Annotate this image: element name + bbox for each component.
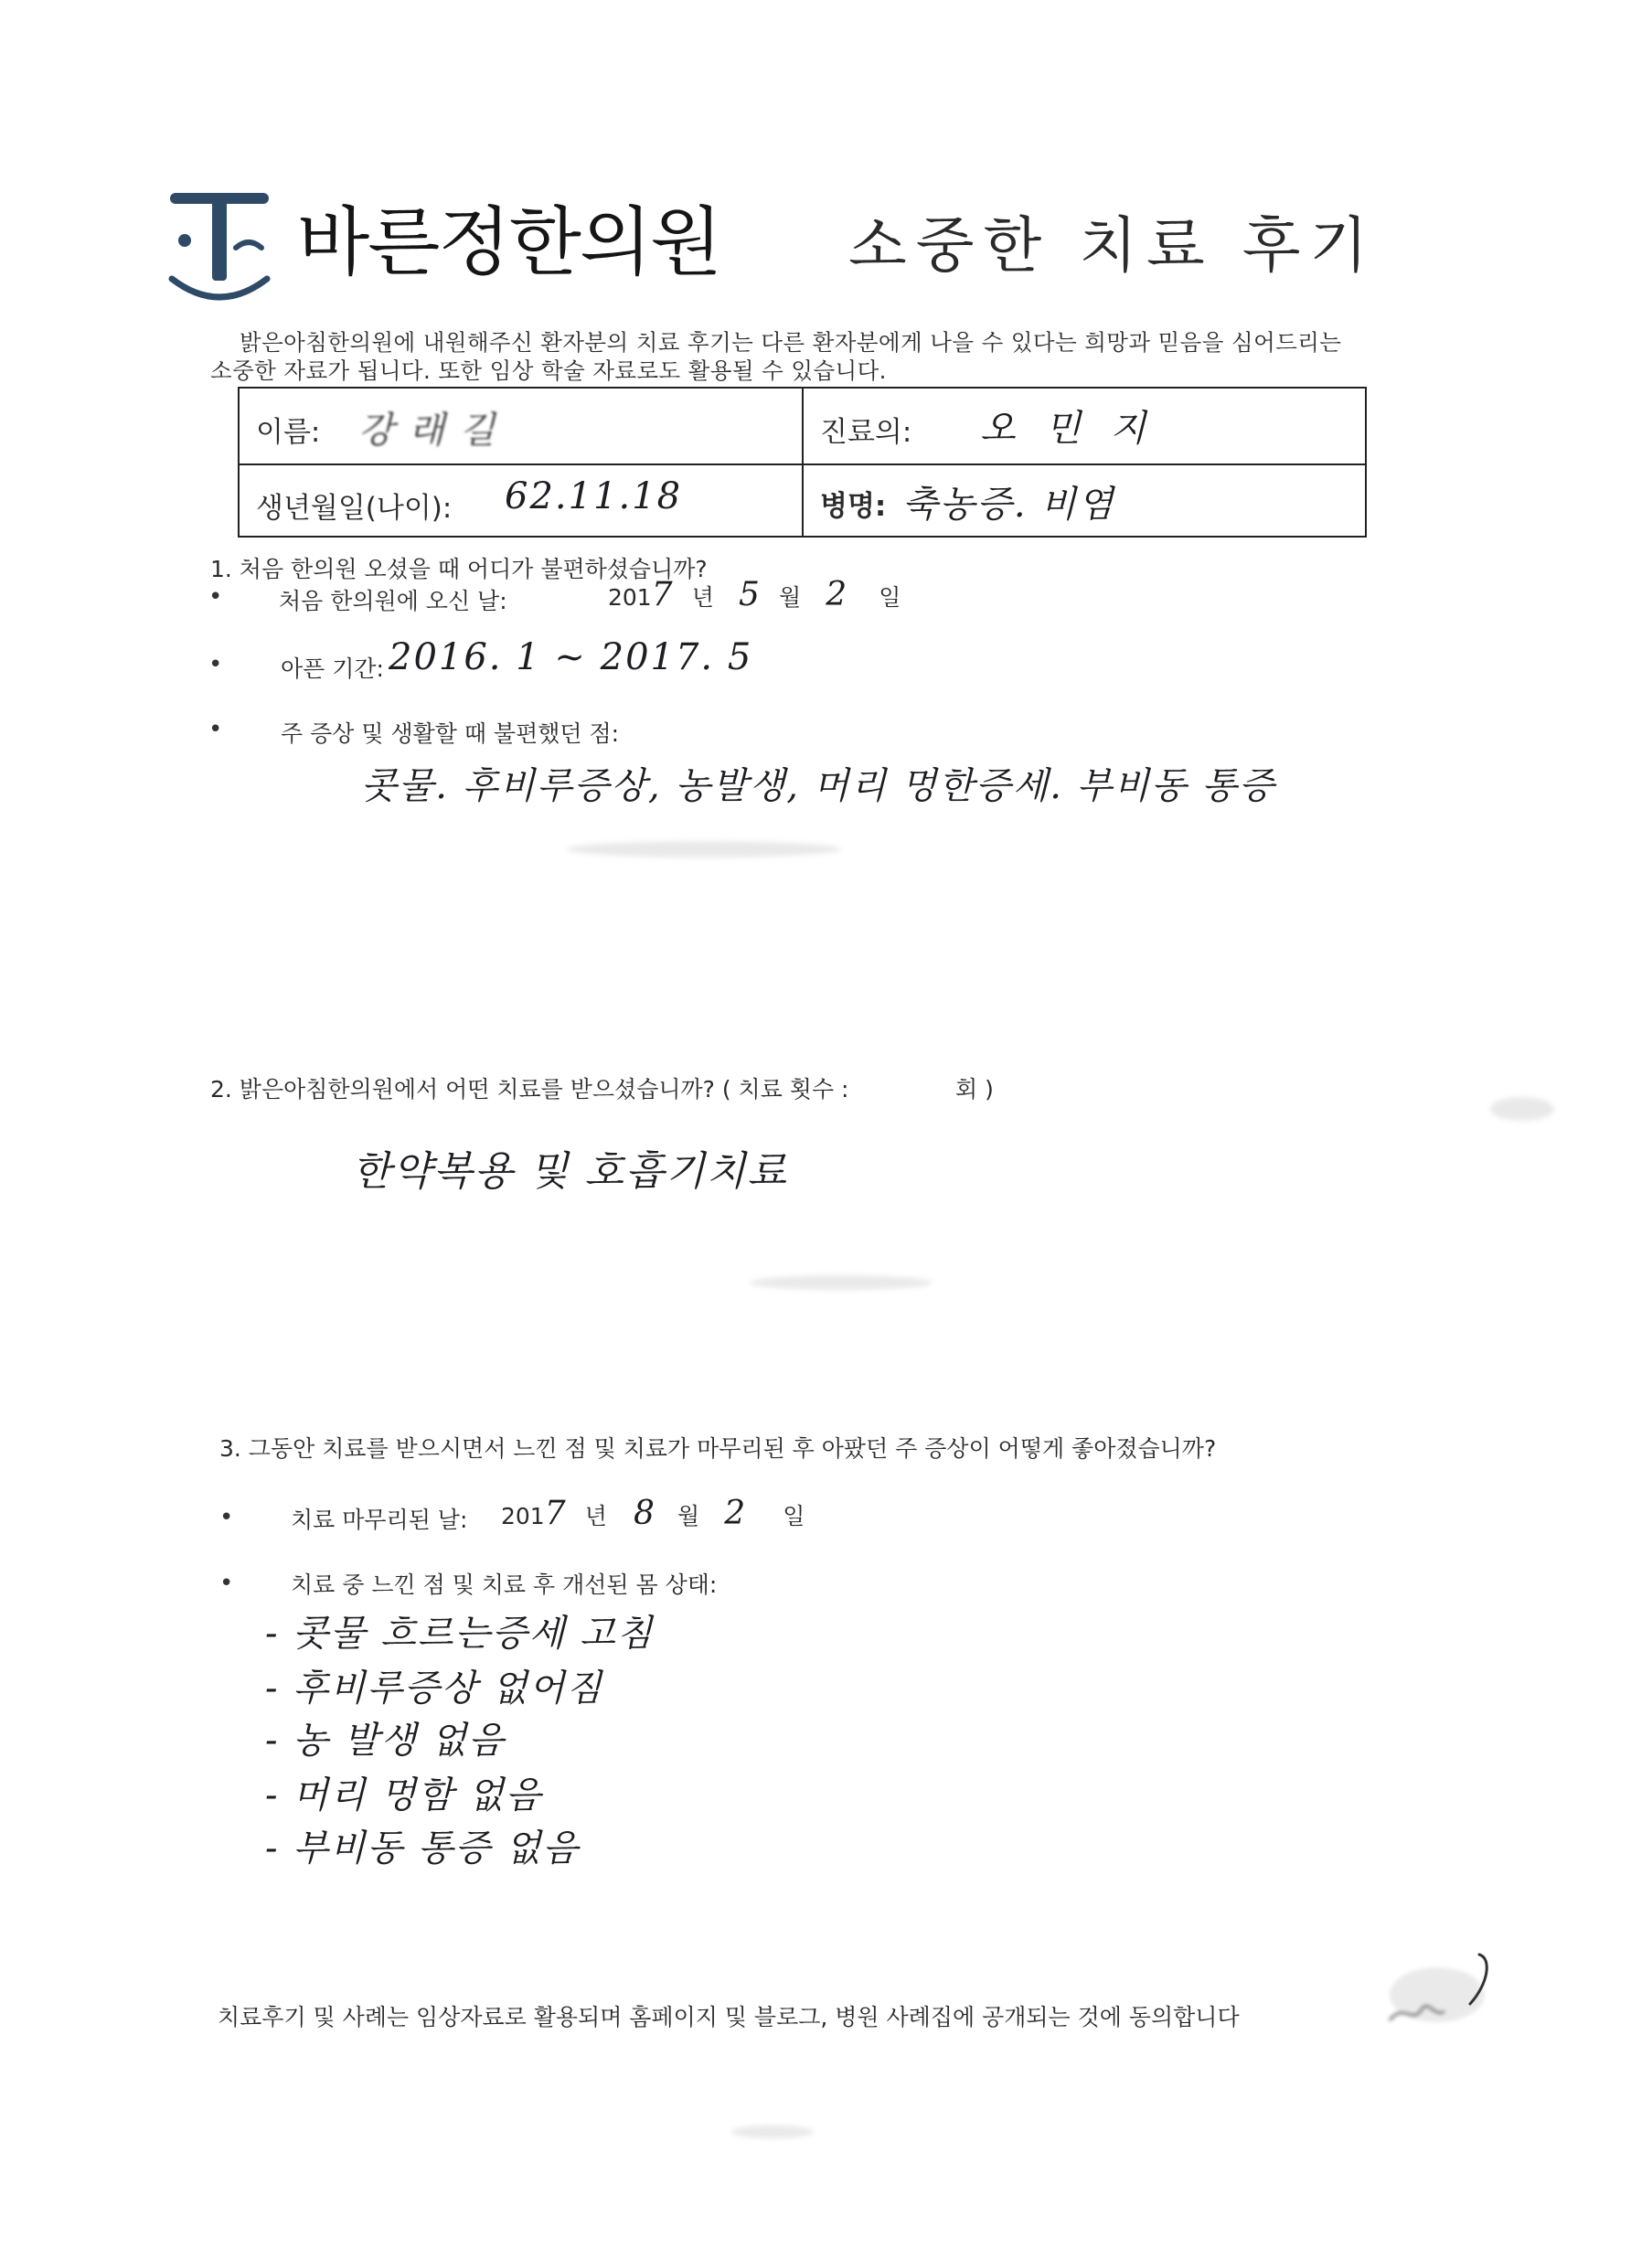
first-visit-date: 2017 년 5 월 2 일 [608, 576, 901, 613]
consent-statement: 치료후기 및 사례는 임상자료로 활용되며 홈페이지 및 블로그, 병원 사례집에 공개되는 것에 동의합니다 [218, 2004, 1240, 2030]
improvement-item: - 후비루증상 없어짐 [265, 1667, 604, 1710]
improvement-item: - 콧물 흐르는증세 고침 [265, 1613, 655, 1655]
bullet-icon: • [208, 716, 223, 743]
treatment-end-label: 치료 마무리된 날: [291, 1507, 468, 1533]
bullet-icon: • [208, 651, 223, 678]
question-3-title: 3. 그동안 치료를 받으시면서 느낀 점 및 치료가 마무리된 후 아팠던 주 증상이 어떻게 좋아졌습니까? [219, 1435, 1217, 1462]
pain-period-value: 2016. 1 ~ 2017. 5 [389, 636, 753, 678]
question-2-title: 2. 밝은아침한의원에서 어떤 치료를 받으셨습니까? ( 치료 횟수 : [210, 1076, 849, 1103]
patient-info-table [238, 387, 1367, 538]
scan-smudge [750, 1275, 933, 1290]
symptoms-value: 콧물. 후비루증상, 농발생, 머리 멍한증세. 부비동 통증 [361, 765, 1276, 807]
scan-smudge [1490, 1097, 1554, 1121]
improvement-item: - 부비동 통증 없음 [265, 1827, 581, 1870]
first-visit-label: 처음 한의원에 오신 날: [279, 588, 507, 614]
scan-smudge [567, 841, 841, 858]
improvement-label: 치료 중 느낀 점 및 치료 후 개선된 몸 상태: [291, 1571, 718, 1598]
disease-label: 병명: [820, 490, 887, 523]
intro-line-1: 밝은아침한의원에 내원해주신 환자분의 치료 후기는 다른 환자분에게 나을 수 있다는 희망과 믿음을 심어드리는 [240, 329, 1342, 356]
scan-smudge [731, 2125, 814, 2138]
signature [1371, 1938, 1508, 2039]
intro-line-2: 소중한 자료가 됩니다. 또한 임상 학술 자료로도 활용될 수 있습니다. [210, 357, 887, 384]
name-value: 강 래 길 [358, 410, 497, 452]
question-1-title: 1. 처음 한의원 오셨을 때 어디가 불편하셨습니까? [210, 556, 708, 582]
treatment-end-date: 2017 년 8 월 2 일 [501, 1495, 805, 1532]
improvement-item: - 머리 멍함 없음 [265, 1774, 543, 1817]
doctor-value: 오 민 지 [980, 408, 1156, 450]
birth-value: 62.11.18 [505, 475, 683, 517]
treatment-answer: 한약복용 및 호흡기치료 [352, 1148, 789, 1195]
doctor-label: 진료의: [820, 416, 912, 449]
bullet-icon: • [219, 1570, 234, 1597]
disease-value: 축농증. 비염 [902, 484, 1115, 526]
birth-label: 생년월일(나이): [256, 492, 453, 525]
document-title: 소중한 치료 후기 [848, 210, 1378, 281]
improvement-item: - 농 발생 없음 [265, 1720, 506, 1762]
clinic-logo-icon [165, 187, 274, 306]
bullet-icon: • [208, 583, 223, 611]
pain-period-label: 아픈 기간: [281, 655, 384, 682]
clinic-name: 바른정한의원 [297, 199, 721, 286]
treatment-count-unit: 회 ) [955, 1076, 994, 1103]
name-label: 이름: [256, 416, 321, 449]
symptoms-label: 주 증상 및 생활할 때 불편했던 점: [281, 720, 620, 747]
bullet-icon: • [219, 1504, 234, 1531]
